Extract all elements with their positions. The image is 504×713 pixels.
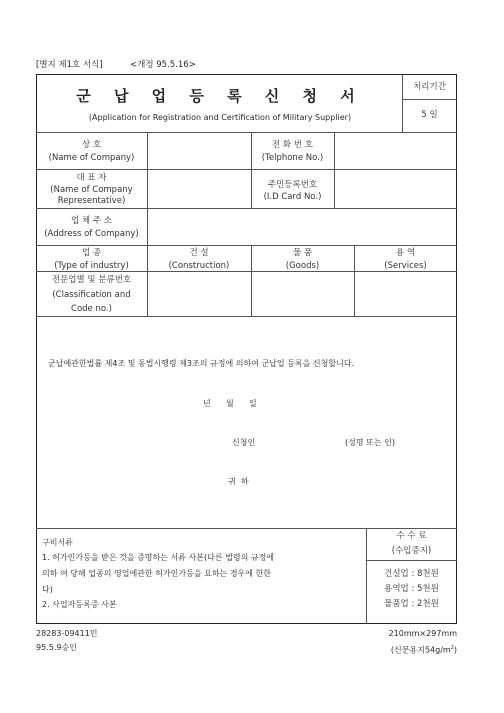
goods-label: 물 품 [292, 248, 313, 258]
fee-services: 용역업 : 5천원 [384, 584, 439, 594]
services-code-field[interactable] [355, 272, 456, 315]
telephone-field[interactable] [335, 133, 456, 168]
telephone-label: 전 화 번 호 [272, 140, 313, 150]
form-title-english: (Application for Registration and Certification of Military Supplier) [88, 113, 352, 122]
fee-title: 수 수 료 [396, 531, 427, 541]
company-name-label-en: (Name of Company) [48, 153, 135, 163]
revision-date: <개정 95.5.16> [130, 60, 196, 70]
id-card-label: 주민등록번호 [267, 180, 318, 190]
industry-type-label-en: (Type of industry) [54, 261, 129, 271]
telephone-label-en: (Telphone No.) [261, 153, 324, 163]
id-card-label-en: (I.D Card No.) [263, 192, 322, 202]
classification-label-en2: Code no.) [71, 304, 112, 314]
services-label: 용 역 [395, 248, 416, 258]
applicant-label: 신청인 [232, 438, 256, 447]
applicant-name-field[interactable] [262, 435, 340, 449]
classification-label-en1: (Classification and [52, 290, 131, 300]
processing-period-value: 5 일 [421, 110, 438, 120]
application-statement: 군납에관한법률 제4조 및 동법시행령 제3조의 규정에 의하여 군납업 등록을 신청합니다. [48, 359, 355, 368]
form-code: 28283-09411민 [36, 629, 98, 638]
fee-goods: 물품업 : 2천원 [384, 599, 439, 609]
address-field[interactable] [148, 209, 456, 244]
representative-label-en1: (Name of Company [50, 185, 133, 195]
form-title: 군 납 업 등 록 신 청 서 [76, 87, 364, 105]
representative-field[interactable] [148, 170, 250, 207]
services-label-en: (Services) [384, 261, 427, 271]
construction-label: 건 설 [189, 248, 209, 258]
paper-size: 210mm×297mm [388, 629, 457, 638]
attachment-item-1-line-2: 의하 여 당해 업종의 영업에관한 허가인가등을 요하는 경우에 한한 [42, 569, 271, 578]
representative-label: 대 표 자 [76, 173, 107, 183]
attachment-item-1-line-1: 1. 허가인가등을 받은 것을 증명하는 서류 사본(다른 법령의 규정에 [42, 553, 275, 562]
address-label: 업 체 주 소 [71, 216, 112, 226]
attachment-item-2: 2. 사업자등록증 사본 [42, 600, 117, 609]
construction-code-field[interactable] [148, 272, 250, 315]
addressee-label: 귀 하 [228, 477, 249, 486]
signature-label: (성명 또는 인) [345, 438, 395, 447]
address-label-en: (Address of Company) [44, 229, 139, 239]
processing-period-label: 처리기간 [413, 82, 446, 92]
paper-type: (신문용지$54g/m^2$) [390, 645, 457, 655]
industry-type-label: 업 종 [81, 248, 102, 258]
approval-date: 95.5.9승인 [36, 643, 77, 652]
id-card-field[interactable] [335, 170, 456, 207]
form-number: [별지 제1호 서식] [36, 60, 103, 70]
construction-label-en: (Construction) [168, 261, 230, 271]
representative-label-en2: Representative) [57, 196, 126, 206]
fee-construction: 건설업 : 8천원 [384, 569, 439, 579]
attachments-title: 구비서류 [42, 538, 73, 547]
goods-code-field[interactable] [252, 272, 353, 315]
company-name-label: 상 호 [81, 140, 102, 150]
company-name-field[interactable] [148, 133, 250, 168]
date-line: 년 월 일 [203, 399, 257, 408]
goods-label-en: (Goods) [285, 261, 320, 271]
classification-label: 전문업별 및 분류번호 [51, 275, 132, 285]
fee-subtitle: (수입증지) [391, 546, 432, 556]
attachment-item-1-line-3: 다) [42, 585, 53, 594]
